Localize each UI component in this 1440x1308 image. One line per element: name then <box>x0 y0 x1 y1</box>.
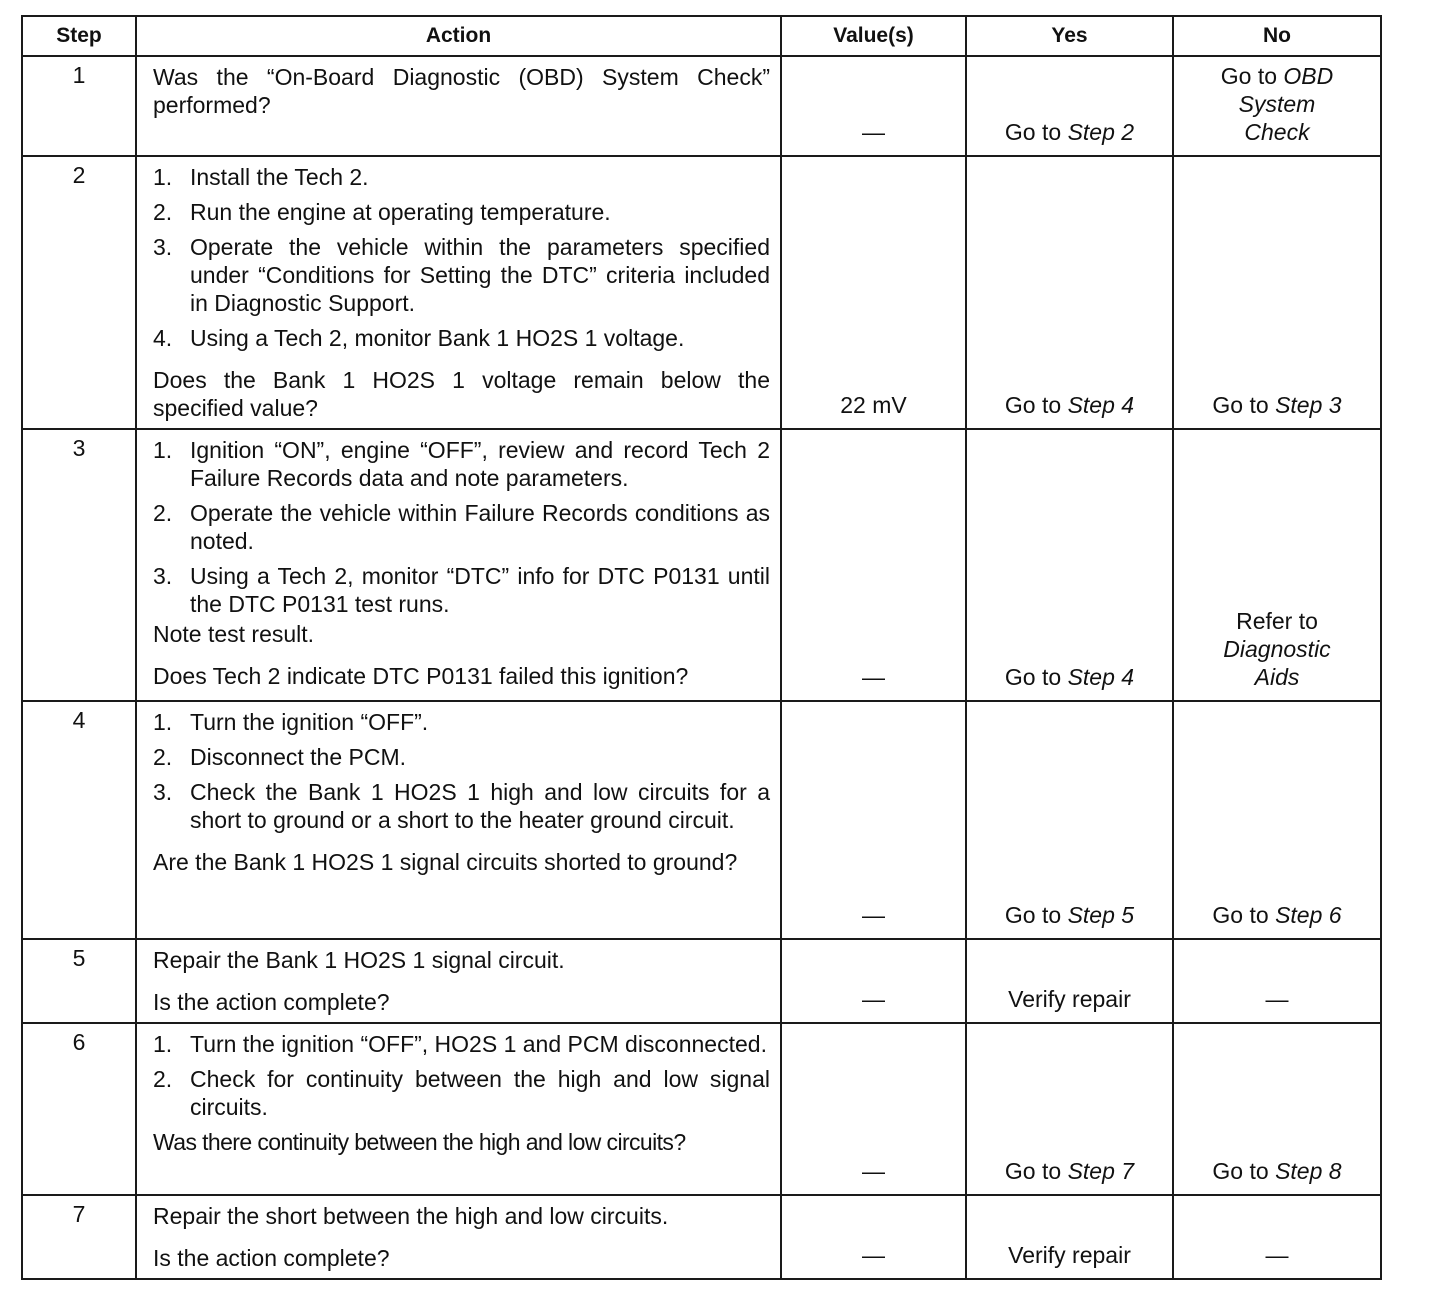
list-item: 2. Check for continuity between the high and low signal circuits. <box>153 1066 770 1120</box>
header-step: Step <box>22 16 136 56</box>
list-item: 3. Check the Bank 1 HO2S 1 high and low circuits for a short to ground or a short to the heater ground circuit. <box>153 779 770 833</box>
step-number: 2 <box>22 156 136 429</box>
list-item: 2. Disconnect the PCM. <box>153 744 407 770</box>
yes-cell: Verify repair <box>966 1195 1173 1279</box>
yes-cell: Go to Step 4 <box>966 429 1173 701</box>
value-cell: — <box>781 1023 966 1195</box>
diagnostic-table <box>21 15 1382 1280</box>
list-item: 1. Turn the ignition “OFF”, HO2S 1 and PCM disconnected. <box>153 1031 767 1057</box>
table-row <box>22 701 1381 939</box>
value-cell: — <box>781 1195 966 1279</box>
value-cell: — <box>781 701 966 939</box>
header-action: Action <box>136 16 781 56</box>
list-item: 2. Operate the vehicle within Failure Records conditions as noted. <box>153 500 770 554</box>
list-item: 1. Ignition “ON”, engine “OFF”, review and record Tech 2 Failure Records data and note parameters. <box>153 437 770 491</box>
list-item: 1. Install the Tech 2. <box>153 164 369 190</box>
action-steps-list <box>153 708 770 834</box>
header-values: Value(s) <box>781 16 966 56</box>
header-yes: Yes <box>966 16 1173 56</box>
header-row <box>22 16 1381 56</box>
list-item: 4. Using a Tech 2, monitor Bank 1 HO2S 1 voltage. <box>153 325 685 351</box>
value-cell: — <box>781 56 966 156</box>
step-number: 1 <box>22 56 136 156</box>
action-question: Does Tech 2 indicate DTC P0131 failed this ignition? <box>153 663 689 689</box>
obd-check-link: OBD <box>1283 63 1334 89</box>
step-link: Step 2 <box>1067 119 1135 145</box>
action-instruction: Repair the Bank 1 HO2S 1 signal circuit. <box>153 947 565 973</box>
step-number: 3 <box>22 429 136 701</box>
no-cell: Go to OBD System Check <box>1173 56 1381 156</box>
step-link: Step 6 <box>1275 902 1342 928</box>
action-note: Note test result. <box>153 621 315 647</box>
action-cell <box>136 429 781 701</box>
table-row <box>22 429 1381 701</box>
yes-cell: Go to Step 7 <box>966 1023 1173 1195</box>
step-link: Step 4 <box>1067 392 1135 418</box>
action-question: Is the action complete? <box>153 989 390 1015</box>
action-question: Was the “On-Board Diagnostic (OBD) System Check” performed? <box>153 64 770 118</box>
table-row <box>22 1023 1381 1195</box>
action-cell <box>136 156 781 429</box>
yes-cell: Verify repair <box>966 939 1173 1023</box>
list-item: 3. Operate the vehicle within the parameters specified under “Conditions for Setting the DTC” criteria included in Diagnostic Support. <box>153 234 770 316</box>
value-cell: — <box>781 429 966 701</box>
step-link: Step 7 <box>1067 1158 1135 1184</box>
list-item: 1. Turn the ignition “OFF”. <box>153 709 429 735</box>
table-row <box>22 156 1381 429</box>
no-cell: Go to Step 3 <box>1173 156 1381 429</box>
table-row <box>22 56 1381 156</box>
no-cell: Go to Step 8 <box>1173 1023 1381 1195</box>
step-link: Step 5 <box>1067 902 1135 928</box>
diagnostic-aids-link: Diagnostic <box>1223 636 1331 662</box>
table-row <box>22 939 1381 1023</box>
value-cell: — <box>781 939 966 1023</box>
step-number: 4 <box>22 701 136 939</box>
yes-cell: Go to Step 5 <box>966 701 1173 939</box>
action-question: Does the Bank 1 HO2S 1 voltage remain below the specified value? <box>153 367 770 421</box>
action-cell <box>136 1195 781 1279</box>
action-question: Was there continuity between the high and low circuits? <box>153 1129 686 1155</box>
no-cell: Refer to Diagnostic Aids <box>1173 429 1381 701</box>
yes-cell: Go to Step 4 <box>966 156 1173 429</box>
action-steps-list <box>153 1030 770 1121</box>
action-cell <box>136 1023 781 1195</box>
list-item: 3. Using a Tech 2, monitor “DTC” info for DTC P0131 until the DTC P0131 test runs. <box>153 563 770 617</box>
no-cell: — <box>1173 1195 1381 1279</box>
step-number: 7 <box>22 1195 136 1279</box>
action-instruction: Repair the short between the high and low circuits. <box>153 1203 669 1229</box>
step-link: Step 8 <box>1275 1158 1342 1184</box>
step-link: Step 4 <box>1067 664 1135 690</box>
step-number: 6 <box>22 1023 136 1195</box>
header-no: No <box>1173 16 1381 56</box>
action-steps-list <box>153 436 770 618</box>
step-link: Step 3 <box>1275 392 1342 418</box>
yes-cell: Go to Step 2 <box>966 56 1173 156</box>
action-cell <box>136 701 781 939</box>
action-question: Is the action complete? <box>153 1245 390 1271</box>
no-cell: Go to Step 6 <box>1173 701 1381 939</box>
action-cell <box>136 56 781 156</box>
step-number: 5 <box>22 939 136 1023</box>
action-question: Are the Bank 1 HO2S 1 signal circuits shorted to ground? <box>153 849 738 875</box>
no-cell: — <box>1173 939 1381 1023</box>
list-item: 2. Run the engine at operating temperature. <box>153 199 611 225</box>
action-cell <box>136 939 781 1023</box>
value-cell: 22 mV <box>781 156 966 429</box>
action-steps-list <box>153 163 770 352</box>
table-row <box>22 1195 1381 1279</box>
